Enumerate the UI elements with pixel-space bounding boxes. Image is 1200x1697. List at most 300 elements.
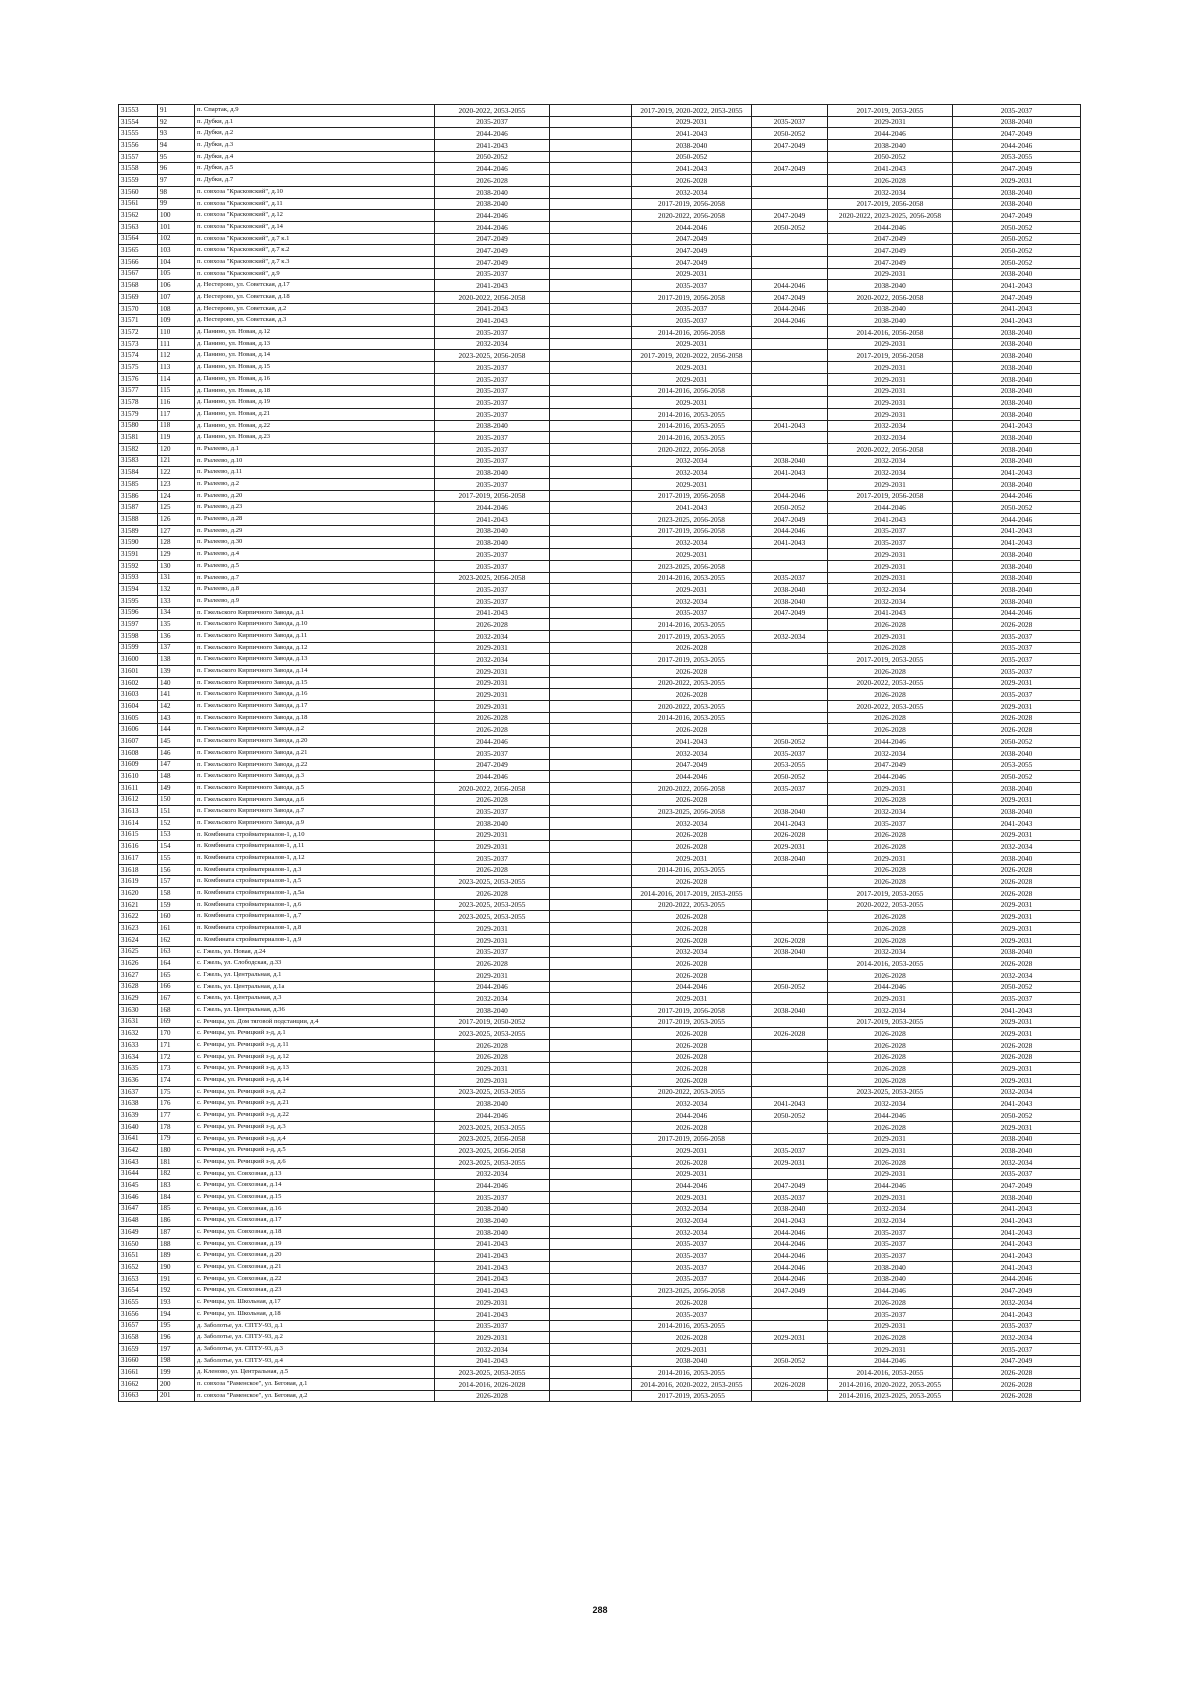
row-number-cell: 31656 xyxy=(119,1308,158,1320)
table-row xyxy=(119,1040,1081,1052)
address-cell: с. Речицы, ул. Речицкий з-д, д.21 xyxy=(195,1098,435,1110)
table-row xyxy=(119,899,1081,911)
period-cell: 2050-2052 xyxy=(953,771,1081,783)
period-cell xyxy=(550,175,632,187)
address-cell: д. Панино, ул. Новая, д.23 xyxy=(195,432,435,444)
period-cell xyxy=(550,782,632,794)
item-number-cell: 174 xyxy=(158,1075,195,1087)
period-cell: 2026-2028 xyxy=(632,1121,752,1133)
period-cell: 2044-2046 xyxy=(752,280,828,292)
period-cell: 2035-2037 xyxy=(632,1238,752,1250)
period-cell: 2020-2022, 2056-2058 xyxy=(632,782,752,794)
period-cell: 2044-2046 xyxy=(828,1180,953,1192)
period-cell: 2041-2043 xyxy=(953,1004,1081,1016)
period-cell xyxy=(550,1320,632,1332)
period-cell: 2038-2040 xyxy=(953,560,1081,572)
period-cell xyxy=(550,1215,632,1227)
period-cell xyxy=(550,1203,632,1215)
period-cell: 2014-2016, 2023-2025, 2053-2055 xyxy=(828,1390,953,1402)
period-cell xyxy=(550,584,632,596)
address-cell: п. Гжельского Кирпичного Завода, д.22 xyxy=(195,759,435,771)
period-cell xyxy=(550,315,632,327)
period-cell: 2029-2031 xyxy=(752,1332,828,1344)
period-cell: 2032-2034 xyxy=(828,747,953,759)
row-number-cell: 31596 xyxy=(119,607,158,619)
period-cell xyxy=(550,1238,632,1250)
row-number-cell: 31582 xyxy=(119,443,158,455)
table-row xyxy=(119,1262,1081,1274)
address-cell: п. совхоза "Красковский", д.9 xyxy=(195,268,435,280)
period-cell: 2044-2046 xyxy=(632,981,752,993)
period-cell: 2035-2037 xyxy=(828,1227,953,1239)
period-cell xyxy=(550,1250,632,1262)
table-row xyxy=(119,666,1081,678)
period-cell: 2026-2028 xyxy=(632,1051,752,1063)
item-number-cell: 124 xyxy=(158,490,195,502)
period-cell: 2038-2040 xyxy=(953,443,1081,455)
address-cell: п. Гжельского Кирпичного Завода, д.6 xyxy=(195,794,435,806)
table-row xyxy=(119,1390,1081,1402)
period-cell: 2029-2031 xyxy=(632,116,752,128)
period-cell: 2035-2037 xyxy=(632,280,752,292)
period-cell: 2029-2031 xyxy=(953,1063,1081,1075)
address-cell: п. Гжельского Кирпичного Завода, д.18 xyxy=(195,712,435,724)
period-cell xyxy=(550,549,632,561)
table-row xyxy=(119,1203,1081,1215)
item-number-cell: 105 xyxy=(158,268,195,280)
address-cell: п. Рылеево, д.5 xyxy=(195,560,435,572)
period-cell: 2029-2031 xyxy=(953,701,1081,713)
item-number-cell: 179 xyxy=(158,1133,195,1145)
row-number-cell: 31614 xyxy=(119,817,158,829)
period-cell: 2041-2043 xyxy=(435,1262,550,1274)
period-cell: 2032-2034 xyxy=(632,455,752,467)
period-cell: 2032-2034 xyxy=(828,1203,953,1215)
period-cell xyxy=(550,420,632,432)
item-number-cell: 104 xyxy=(158,256,195,268)
row-number-cell: 31624 xyxy=(119,934,158,946)
period-cell: 2041-2043 xyxy=(752,537,828,549)
period-cell xyxy=(550,140,632,152)
period-cell: 2044-2046 xyxy=(953,514,1081,526)
table-row xyxy=(119,385,1081,397)
period-cell: 2029-2031 xyxy=(435,934,550,946)
table-row xyxy=(119,934,1081,946)
period-cell: 2029-2031 xyxy=(632,268,752,280)
period-cell: 2044-2046 xyxy=(435,1110,550,1122)
row-number-cell: 31631 xyxy=(119,1016,158,1028)
period-cell xyxy=(752,911,828,923)
period-cell xyxy=(550,1110,632,1122)
period-cell: 2044-2046 xyxy=(435,221,550,233)
item-number-cell: 150 xyxy=(158,794,195,806)
period-cell xyxy=(550,1180,632,1192)
period-cell: 2041-2043 xyxy=(953,420,1081,432)
item-number-cell: 106 xyxy=(158,280,195,292)
address-cell: с. Речицы, ул. Речицкий з-д, д.22 xyxy=(195,1110,435,1122)
period-cell: 2026-2028 xyxy=(828,864,953,876)
period-cell: 2032-2034 xyxy=(632,595,752,607)
period-cell: 2038-2040 xyxy=(435,1215,550,1227)
period-cell xyxy=(752,560,828,572)
period-cell: 2041-2043 xyxy=(953,1308,1081,1320)
table-row xyxy=(119,1227,1081,1239)
period-cell: 2035-2037 xyxy=(953,993,1081,1005)
period-cell xyxy=(550,724,632,736)
address-cell: д. Кленово, ул. Центральная, д.5 xyxy=(195,1367,435,1379)
period-cell xyxy=(752,677,828,689)
period-cell: 2035-2037 xyxy=(435,397,550,409)
period-cell: 2050-2052 xyxy=(953,256,1081,268)
period-cell: 2026-2028 xyxy=(632,1156,752,1168)
period-cell: 2038-2040 xyxy=(752,455,828,467)
period-cell: 2047-2049 xyxy=(752,1285,828,1297)
address-cell: с. Речицы, ул. Школьная, д.18 xyxy=(195,1308,435,1320)
period-cell: 2035-2037 xyxy=(828,1250,953,1262)
period-cell xyxy=(752,186,828,198)
period-cell xyxy=(550,595,632,607)
table-row xyxy=(119,584,1081,596)
table-row xyxy=(119,151,1081,163)
address-cell: п. Комбината стройматериалов-1, д.3 xyxy=(195,864,435,876)
period-cell: 2029-2031 xyxy=(953,829,1081,841)
item-number-cell: 119 xyxy=(158,432,195,444)
period-cell: 2047-2049 xyxy=(632,233,752,245)
period-cell: 2032-2034 xyxy=(632,1098,752,1110)
item-number-cell: 107 xyxy=(158,292,195,304)
address-cell: п. Рылеево, д.8 xyxy=(195,584,435,596)
period-cell: 2050-2052 xyxy=(953,221,1081,233)
period-cell xyxy=(550,1086,632,1098)
address-cell: с. Речицы, ул. Дом тяговой подстанции, д.4 xyxy=(195,1016,435,1028)
period-cell: 2044-2046 xyxy=(828,1110,953,1122)
address-cell: с. Речицы, ул. Совхозная, д.20 xyxy=(195,1250,435,1262)
period-cell: 2029-2031 xyxy=(828,385,953,397)
item-number-cell: 168 xyxy=(158,1004,195,1016)
period-cell: 2044-2046 xyxy=(828,221,953,233)
address-cell: п. Гжельского Кирпичного Завода, д.12 xyxy=(195,642,435,654)
period-cell: 2029-2031 xyxy=(632,1145,752,1157)
row-number-cell: 31563 xyxy=(119,221,158,233)
row-number-cell: 31659 xyxy=(119,1343,158,1355)
item-number-cell: 111 xyxy=(158,338,195,350)
period-cell: 2038-2040 xyxy=(828,280,953,292)
period-cell xyxy=(752,443,828,455)
period-cell: 2041-2043 xyxy=(435,1308,550,1320)
period-cell: 2029-2031 xyxy=(632,993,752,1005)
period-cell xyxy=(752,245,828,257)
period-cell xyxy=(550,1051,632,1063)
capital-repair-schedule-table xyxy=(118,104,1081,1402)
row-number-cell: 31554 xyxy=(119,116,158,128)
period-cell: 2053-2055 xyxy=(953,151,1081,163)
item-number-cell: 149 xyxy=(158,782,195,794)
period-cell: 2026-2028 xyxy=(828,175,953,187)
row-number-cell: 31580 xyxy=(119,420,158,432)
period-cell: 2017-2019, 2053-2055 xyxy=(632,1016,752,1028)
period-cell: 2041-2043 xyxy=(752,1215,828,1227)
period-cell: 2029-2031 xyxy=(632,338,752,350)
period-cell: 2026-2028 xyxy=(752,934,828,946)
period-cell xyxy=(550,280,632,292)
table-row xyxy=(119,327,1081,339)
address-cell: д. Нестерово, ул. Советская, д.18 xyxy=(195,292,435,304)
period-cell: 2017-2019, 2053-2055 xyxy=(828,105,953,117)
period-cell: 2020-2022, 2053-2055 xyxy=(435,105,550,117)
address-cell: с. Речицы, ул. Совхозная, д.15 xyxy=(195,1191,435,1203)
period-cell: 2029-2031 xyxy=(632,1168,752,1180)
period-cell xyxy=(550,1273,632,1285)
address-cell: п. Комбината стройматериалов-1, д.12 xyxy=(195,853,435,865)
table-row xyxy=(119,701,1081,713)
period-cell xyxy=(550,817,632,829)
table-row xyxy=(119,1297,1081,1309)
address-cell: п. совхоза "Раменское", ул. Беговая, д.1 xyxy=(195,1378,435,1390)
period-cell: 2032-2034 xyxy=(953,1156,1081,1168)
period-cell xyxy=(550,362,632,374)
period-cell: 2026-2028 xyxy=(828,969,953,981)
item-number-cell: 94 xyxy=(158,140,195,152)
row-number-cell: 31573 xyxy=(119,338,158,350)
period-cell xyxy=(550,514,632,526)
period-cell: 2035-2037 xyxy=(435,385,550,397)
item-number-cell: 109 xyxy=(158,315,195,327)
period-cell xyxy=(752,1121,828,1133)
period-cell: 2023-2025, 2056-2058 xyxy=(632,514,752,526)
period-cell xyxy=(550,245,632,257)
period-cell: 2023-2025, 2056-2058 xyxy=(435,1133,550,1145)
row-number-cell: 31593 xyxy=(119,572,158,584)
address-cell: п. Дубки, д.5 xyxy=(195,163,435,175)
address-cell: д. Нестерово, ул. Советская, д.2 xyxy=(195,303,435,315)
period-cell: 2038-2040 xyxy=(828,140,953,152)
period-cell: 2026-2028 xyxy=(953,1378,1081,1390)
item-number-cell: 138 xyxy=(158,654,195,666)
period-cell: 2044-2046 xyxy=(632,221,752,233)
item-number-cell: 169 xyxy=(158,1016,195,1028)
row-number-cell: 31621 xyxy=(119,899,158,911)
address-cell: п. Комбината стройматериалов-1, д.5а xyxy=(195,888,435,900)
period-cell: 2038-2040 xyxy=(752,584,828,596)
period-cell: 2014-2016, 2020-2022, 2053-2055 xyxy=(632,1378,752,1390)
period-cell: 2050-2052 xyxy=(828,151,953,163)
period-cell xyxy=(550,105,632,117)
period-cell xyxy=(752,408,828,420)
item-number-cell: 176 xyxy=(158,1098,195,1110)
period-cell: 2026-2028 xyxy=(953,712,1081,724)
address-cell: п. Гжельского Кирпичного Завода, д.9 xyxy=(195,817,435,829)
period-cell xyxy=(550,1145,632,1157)
period-cell: 2047-2049 xyxy=(752,1180,828,1192)
row-number-cell: 31575 xyxy=(119,362,158,374)
period-cell: 2029-2031 xyxy=(435,1332,550,1344)
table-row xyxy=(119,829,1081,841)
address-cell: п. Рылеево, д.23 xyxy=(195,502,435,514)
address-cell: п. Гжельского Кирпичного Завода, д.16 xyxy=(195,689,435,701)
period-cell: 2038-2040 xyxy=(435,537,550,549)
row-number-cell: 31595 xyxy=(119,595,158,607)
period-cell: 2035-2037 xyxy=(828,537,953,549)
period-cell xyxy=(550,946,632,958)
period-cell xyxy=(550,408,632,420)
period-cell: 2047-2049 xyxy=(953,1180,1081,1192)
item-number-cell: 139 xyxy=(158,666,195,678)
period-cell: 2050-2052 xyxy=(752,1110,828,1122)
table-row xyxy=(119,420,1081,432)
item-number-cell: 108 xyxy=(158,303,195,315)
period-cell xyxy=(550,759,632,771)
item-number-cell: 161 xyxy=(158,923,195,935)
address-cell: с. Гжель, ул. Центральная, д.36 xyxy=(195,1004,435,1016)
address-cell: п. Рылеево, д.7 xyxy=(195,572,435,584)
period-cell xyxy=(752,888,828,900)
period-cell xyxy=(752,338,828,350)
item-number-cell: 120 xyxy=(158,443,195,455)
row-number-cell: 31591 xyxy=(119,549,158,561)
row-number-cell: 31646 xyxy=(119,1191,158,1203)
period-cell xyxy=(550,794,632,806)
period-cell: 2026-2028 xyxy=(632,175,752,187)
period-cell: 2020-2022, 2053-2055 xyxy=(828,677,953,689)
row-number-cell: 31581 xyxy=(119,432,158,444)
item-number-cell: 127 xyxy=(158,525,195,537)
period-cell: 2038-2040 xyxy=(953,1145,1081,1157)
table-row xyxy=(119,782,1081,794)
period-cell: 2014-2016, 2056-2058 xyxy=(632,385,752,397)
period-cell: 2035-2037 xyxy=(435,327,550,339)
period-cell: 2032-2034 xyxy=(632,747,752,759)
period-cell xyxy=(752,724,828,736)
period-cell: 2035-2037 xyxy=(632,315,752,327)
period-cell: 2026-2028 xyxy=(632,724,752,736)
row-number-cell: 31571 xyxy=(119,315,158,327)
period-cell xyxy=(752,899,828,911)
period-cell xyxy=(550,1285,632,1297)
period-cell xyxy=(752,233,828,245)
row-number-cell: 31598 xyxy=(119,630,158,642)
period-cell: 2035-2037 xyxy=(435,549,550,561)
period-cell: 2047-2049 xyxy=(828,245,953,257)
period-cell: 2026-2028 xyxy=(435,175,550,187)
period-cell: 2017-2019, 2056-2058 xyxy=(828,198,953,210)
address-cell: п. Рылеево, д.28 xyxy=(195,514,435,526)
period-cell: 2020-2022, 2053-2055 xyxy=(632,677,752,689)
item-number-cell: 188 xyxy=(158,1238,195,1250)
period-cell xyxy=(550,1168,632,1180)
address-cell: п. Рылеево, д.10 xyxy=(195,455,435,467)
item-number-cell: 196 xyxy=(158,1332,195,1344)
period-cell xyxy=(752,175,828,187)
item-number-cell: 141 xyxy=(158,689,195,701)
period-cell: 2029-2031 xyxy=(435,1063,550,1075)
period-cell: 2014-2016, 2053-2055 xyxy=(632,619,752,631)
period-cell: 2029-2031 xyxy=(435,841,550,853)
item-number-cell: 192 xyxy=(158,1285,195,1297)
item-number-cell: 112 xyxy=(158,350,195,362)
row-number-cell: 31662 xyxy=(119,1378,158,1390)
period-cell: 2026-2028 xyxy=(828,1156,953,1168)
period-cell: 2035-2037 xyxy=(752,782,828,794)
address-cell: с. Речицы, ул. Совхозная, д.23 xyxy=(195,1285,435,1297)
row-number-cell: 31599 xyxy=(119,642,158,654)
period-cell: 2026-2028 xyxy=(828,1051,953,1063)
table-row xyxy=(119,1308,1081,1320)
row-number-cell: 31585 xyxy=(119,479,158,491)
period-cell: 2014-2016, 2053-2055 xyxy=(632,712,752,724)
address-cell: п. Рылеево, д.20 xyxy=(195,490,435,502)
row-number-cell: 31636 xyxy=(119,1075,158,1087)
address-cell: д. Нестерово, ул. Советская, д.17 xyxy=(195,280,435,292)
period-cell: 2032-2034 xyxy=(953,1332,1081,1344)
period-cell: 2035-2037 xyxy=(752,747,828,759)
row-number-cell: 31653 xyxy=(119,1273,158,1285)
period-cell xyxy=(752,1297,828,1309)
row-number-cell: 31577 xyxy=(119,385,158,397)
period-cell xyxy=(752,105,828,117)
period-cell: 2035-2037 xyxy=(632,1262,752,1274)
period-cell: 2044-2046 xyxy=(752,1273,828,1285)
period-cell: 2023-2025, 2056-2058 xyxy=(632,1285,752,1297)
row-number-cell: 31587 xyxy=(119,502,158,514)
period-cell: 2029-2031 xyxy=(435,689,550,701)
address-cell: п. Комбината стройматериалов-1, д.9 xyxy=(195,934,435,946)
address-cell: с. Речицы, ул. Совхозная, д.14 xyxy=(195,1180,435,1192)
period-cell xyxy=(550,560,632,572)
period-cell: 2029-2031 xyxy=(435,1075,550,1087)
period-cell xyxy=(752,1086,828,1098)
table-row xyxy=(119,432,1081,444)
period-cell: 2029-2031 xyxy=(953,923,1081,935)
period-cell: 2044-2046 xyxy=(435,1180,550,1192)
period-cell xyxy=(752,327,828,339)
period-cell xyxy=(550,268,632,280)
period-cell: 2023-2025, 2053-2055 xyxy=(435,876,550,888)
row-number-cell: 31660 xyxy=(119,1355,158,1367)
period-cell xyxy=(550,233,632,245)
table-row xyxy=(119,186,1081,198)
period-cell: 2050-2052 xyxy=(435,151,550,163)
period-cell xyxy=(550,303,632,315)
item-number-cell: 121 xyxy=(158,455,195,467)
period-cell: 2035-2037 xyxy=(953,654,1081,666)
period-cell: 2032-2034 xyxy=(435,1343,550,1355)
period-cell: 2038-2040 xyxy=(953,584,1081,596)
period-cell xyxy=(550,572,632,584)
period-cell: 2026-2028 xyxy=(953,724,1081,736)
item-number-cell: 185 xyxy=(158,1203,195,1215)
item-number-cell: 193 xyxy=(158,1297,195,1309)
period-cell: 2026-2028 xyxy=(953,1367,1081,1379)
period-cell: 2035-2037 xyxy=(435,1191,550,1203)
period-cell: 2038-2040 xyxy=(632,140,752,152)
address-cell: п. Комбината стройматериалов-1, д.6 xyxy=(195,899,435,911)
period-cell: 2032-2034 xyxy=(828,584,953,596)
period-cell: 2029-2031 xyxy=(632,549,752,561)
period-cell: 2047-2049 xyxy=(828,256,953,268)
period-cell: 2017-2019, 2053-2055 xyxy=(632,1390,752,1402)
table-row xyxy=(119,794,1081,806)
period-cell: 2029-2031 xyxy=(953,899,1081,911)
period-cell xyxy=(550,186,632,198)
period-cell xyxy=(550,689,632,701)
period-cell: 2026-2028 xyxy=(632,923,752,935)
period-cell: 2032-2034 xyxy=(828,1215,953,1227)
address-cell: с. Речицы, ул. Школьная, д.17 xyxy=(195,1297,435,1309)
row-number-cell: 31588 xyxy=(119,514,158,526)
table-row xyxy=(119,373,1081,385)
period-cell: 2020-2022, 2056-2058 xyxy=(435,292,550,304)
address-cell: с. Речицы, ул. Совхозная, д.18 xyxy=(195,1227,435,1239)
